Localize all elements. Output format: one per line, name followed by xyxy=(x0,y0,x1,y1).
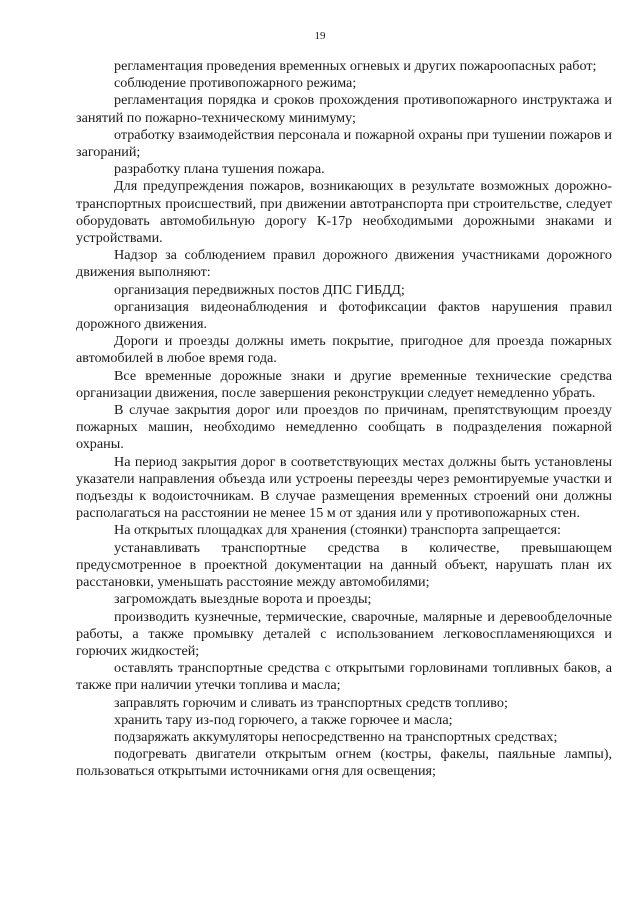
paragraph: организация видеонаблюдения и фотофиксации фактов нарушения правил дорожного движения. xyxy=(76,298,612,333)
paragraph: устанавливать транспортные средства в количестве, превышающем предусмотренное в проектной документации на данный объект, нарушать план их расстановки, уменьшать расстояние между автомобилями; xyxy=(76,539,612,591)
paragraph: оставлять транспортные средства с открытыми горловинами топливных баков, а также при наличии утечки топлива и масла; xyxy=(76,660,612,694)
paragraph: На период закрытия дорог в соответствующих местах должны быть установлены указатели направления объезда или устроены переезды через ремонтируемые участки и подъезды к водоисточникам. В случае размещения временных строений они должны располагаться на расстоянии не менее 15 м от здания или у противопожарных стен. xyxy=(76,453,612,522)
paragraph: Надзор за соблюдением правил дорожного движения участниками дорожного движения выполняют: xyxy=(76,247,612,281)
paragraph: организация передвижных постов ДПС ГИБДД; xyxy=(114,281,405,298)
paragraph: подогревать двигатели открытым огнем (костры, факелы, паяльные лампы), пользоваться открытыми источниками огня для освещения; xyxy=(76,746,612,780)
paragraph: хранить тару из-под горючего, а также горючее и масла; xyxy=(114,711,453,728)
paragraph: загромождать выездные ворота и проезды; xyxy=(114,591,372,608)
document-body xyxy=(76,58,612,781)
paragraph: отработку взаимодействия персонала и пожарной охраны при тушении пожаров и загораний; xyxy=(76,126,612,161)
paragraph: Дороги и проезды должны иметь покрытие, пригодное для проезда пожарных автомобилей в любое время года. xyxy=(76,333,612,367)
paragraph: Все временные дорожные знаки и другие временные технические средства организации движения, после завершения реконструкции следует немедленно убрать. xyxy=(76,367,612,401)
paragraph: Для предупреждения пожаров, возникающих в результате возможных дорожно-транспортных происшествий, при движении автотранспорта при строительстве, следует оборудовать автомобильную дорогу К-17р необходимыми дорожными знаками и устройствами. xyxy=(76,178,612,247)
paragraph: заправлять горючим и сливать из транспортных средств топливо; xyxy=(114,694,508,711)
paragraph: подзаряжать аккумуляторы непосредственно на транспортных средствах; xyxy=(114,728,558,745)
paragraph: разработку плана тушения пожара. xyxy=(114,161,325,178)
paragraph: На открытых площадках для хранения (стоянки) транспорта запрещается: xyxy=(114,522,561,539)
paragraph: регламентация порядка и сроков прохождения противопожарного инструктажа и занятий по пожарно-техническому минимуму; xyxy=(76,92,612,126)
paragraph: регламентация проведения временных огневых и других пожароопасных работ; xyxy=(114,58,597,74)
page-number: 19 xyxy=(314,30,326,42)
paragraph: соблюдение противопожарного режима; xyxy=(114,75,357,92)
paragraph: В случае закрытия дорог или проездов по причинам, препятствующим проезду пожарных машин, необходимо немедленно сообщать в подразделения пожарной охраны. xyxy=(76,402,612,453)
paragraph: производить кузнечные, термические, сварочные, малярные и деревообделочные работы, а также промывку деталей с использованием легковоспламеняющихся и горючих жидкостей; xyxy=(76,608,612,659)
